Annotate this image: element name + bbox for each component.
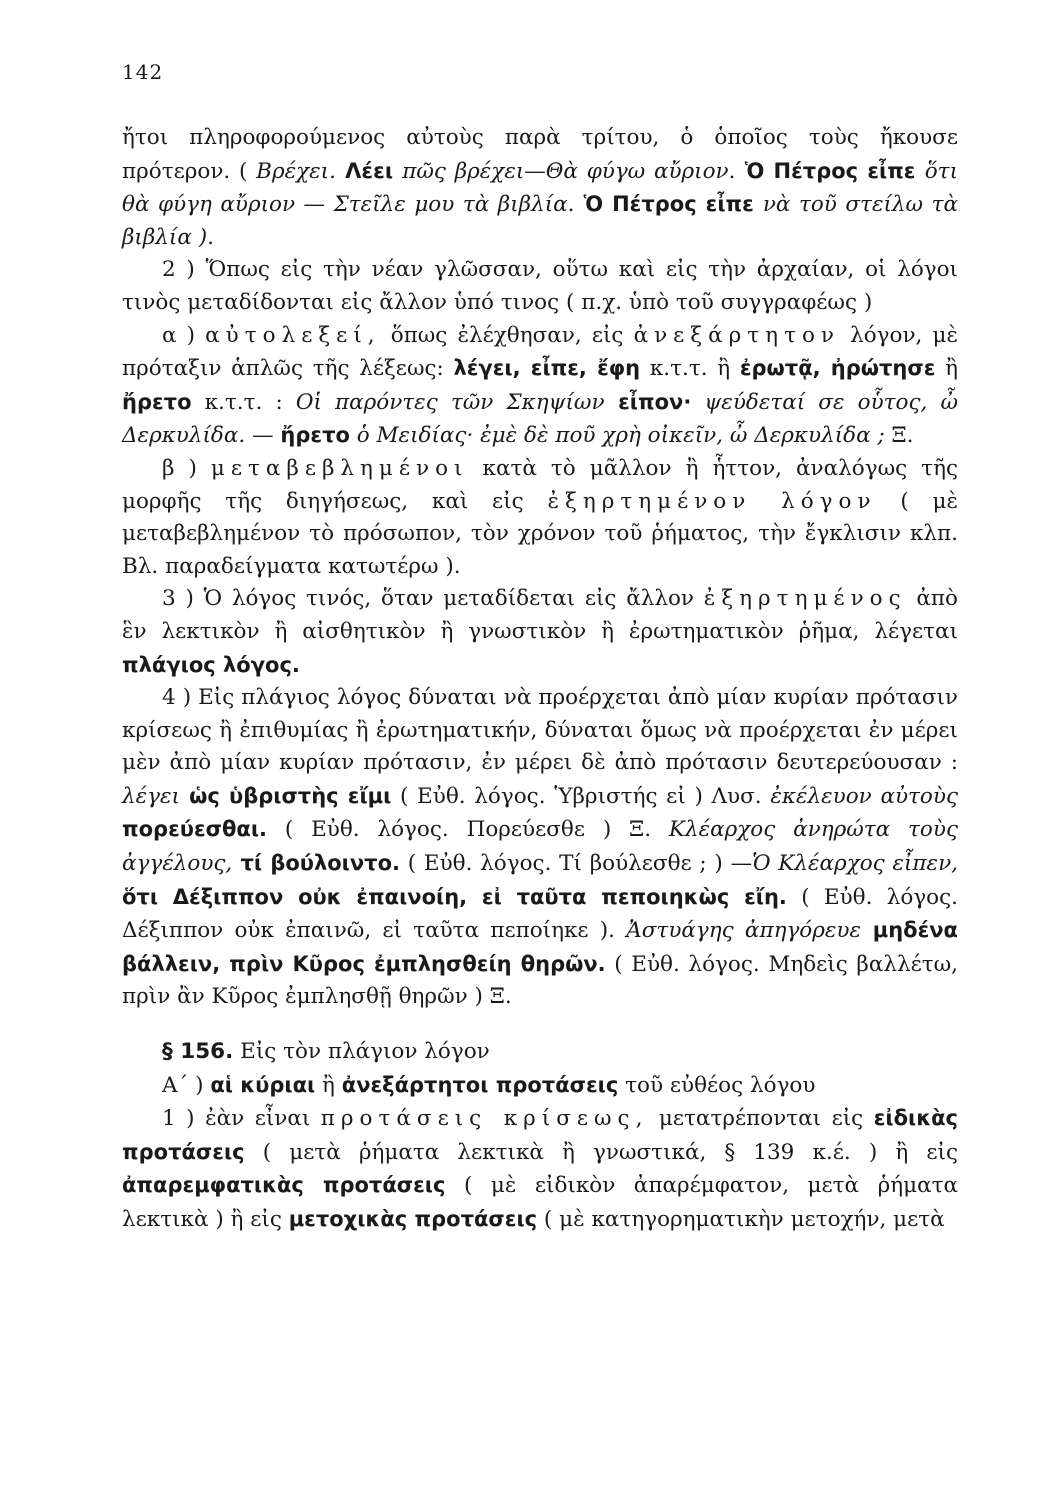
- section-title: Εἰς τὸν πλάγιον λόγον: [233, 1039, 490, 1065]
- bold-term: ἤρετο: [122, 389, 192, 414]
- paragraph-2b: [122, 453, 958, 583]
- text-run: ( Εὐθ. λόγος. Πορεύεσθε ) Ξ.: [267, 817, 669, 843]
- spaced-term: μεταβεβλημένοι: [210, 455, 469, 481]
- bold-term: μετοχικὰς προτάσεις: [288, 1207, 538, 1231]
- bold-term: εἶπον·: [604, 389, 692, 414]
- bold-term: ἀπαρεμφατικὰς προτάσεις: [122, 1173, 446, 1198]
- section-gap: [122, 1014, 958, 1036]
- bold-term: λέγει, εἶπε, ἔφη: [453, 356, 641, 381]
- example-italic: Ὁ Κλέαρχος εἶπεν,: [752, 851, 959, 877]
- paragraph-A: [122, 1069, 958, 1103]
- text-run: 4 ) Εἰς πλάγιος λόγος δύναται νὰ προέρχεται ἀπὸ μίαν κυρίαν πρότασιν κρίσεως ἢ ἐπιθυμίας ἢ ἐρωτηματικήν, δύναται ὅμως νὰ προέρχεται ἐν μέρει μὲν ἀπὸ μίαν κυρίαν πρότασιν, ἐν μέρει δὲ ἀπὸ πρότασιν δευτερεύουσαν :: [122, 685, 958, 776]
- example-italic: Κλέαρχος ἀνηρώτα τοὺς ἀγγέλους,: [122, 817, 958, 877]
- text-run: 2 ) Ὅπως εἰς τὴν νέαν γλῶσσαν, οὕτω καὶ εἰς τὴν ἀρχαίαν, οἱ λόγοι τινὸς μεταδίδονται εἰς ἄλλον ὑπό τινος ( π.χ. ὑπὸ τοῦ συγγραφέως ): [122, 257, 958, 315]
- spaced-term: προτάσεις κρίσεως,: [320, 1106, 649, 1132]
- example-italic: ὅτι θὰ φύγη αὔριον — Στεῖλε μου τὰ βιβλία.: [122, 158, 959, 218]
- text-run: ( Εὐθ. λόγος. Μηδεὶς βαλλέτω, πρὶν ἂν Κῦρος ἐμπλησθῇ θηρῶν ) Ξ.: [122, 951, 958, 1010]
- bold-term: πλάγιος λόγος.: [122, 652, 300, 677]
- spaced-term: αὐτολεξεί,: [205, 322, 381, 348]
- text-run: μετατρέπονται εἰς: [648, 1106, 874, 1132]
- text-run: κ.τ.τ. ἢ: [640, 356, 740, 382]
- spaced-term: ἐξηρτημένον λόγον: [547, 488, 877, 514]
- bold-term: εἰδικὰς προτάσεις: [122, 1106, 958, 1164]
- text-run: ὅπως ἐλέχθησαν, εἰς: [380, 322, 634, 348]
- bold-term: πορεύεσθαι.: [122, 817, 268, 842]
- text-run: ( μετὰ ῥήματα λεκτικὰ ἢ γνωστικά, § 139 κ.έ. ) ἢ εἰς: [244, 1139, 958, 1165]
- text-run: 1 ) ἐὰν εἶναι: [162, 1106, 321, 1132]
- bold-term: ἀνεξάρτητοι προτάσεις: [341, 1072, 619, 1097]
- text-run: ( Εὐθ. λόγος. Δέξιππον οὐκ ἐπαινῶ, εἰ ταῦτα πεποίηκε ).: [122, 884, 958, 944]
- bold-term: ἤρετο: [280, 423, 350, 448]
- body-text: [122, 122, 958, 1237]
- bold-term: Ὁ Πέτρος εἶπε: [574, 192, 763, 217]
- text-run: Α΄ ): [162, 1072, 211, 1098]
- text-run: ( Εὐθ. λόγος. Τί βούλεσθε ; ) —: [399, 851, 753, 877]
- text-run: —: [245, 423, 281, 449]
- example-italic: ἐκέλευον αὐτοὺς: [770, 783, 958, 809]
- bold-term: τί βούλοιντο.: [232, 851, 400, 876]
- bold-term: ἐρωτᾷ, ἠρώτησε: [739, 356, 936, 381]
- bold-term: μηδένα βάλλειν, πρὶν Κῦρος ἐμπλησθείη θηρῶν.: [122, 918, 958, 976]
- paragraph-intro: [122, 122, 958, 254]
- bold-term: Ὁ Πέτρος εἶπε: [735, 158, 925, 183]
- text-run: λόγον, μὲ πρόταξιν ἁπλῶς τῆς λέξεως:: [122, 322, 958, 382]
- text-run: ( μὲ μεταβεβλημένον τὸ πρόσωπον, τὸν χρόνον τοῦ ῥήματος, τὴν ἔγκλισιν κλπ. Βλ. παραδείγματα κατωτέρω ).: [122, 488, 959, 579]
- page-number: 142: [122, 60, 164, 84]
- section-heading: [122, 1036, 958, 1069]
- example-italic: Ἀστυάγης ἀπηγόρευε: [626, 918, 862, 944]
- text-run: τοῦ εὐθέος λόγου: [618, 1072, 816, 1098]
- example-italic: ψεύδεταί σε οὗτος, ὦ Δερκυλίδα.: [122, 389, 958, 449]
- text-run: ἤτοι πληροφορούμενος αὐτοὺς παρὰ τρίτου, ὁ ὁποῖος τοὺς ἤκουσε πρότερον. (: [122, 125, 958, 184]
- text-run: ἀπὸ ἓν λεκτικὸν ἢ αἰσθητικὸν ἢ γνωστικὸν ἢ ἐρωτηματικὸν ῥῆμα, λέγεται: [122, 586, 958, 644]
- section-number: § 156.: [162, 1039, 234, 1065]
- text-run: ἢ: [935, 356, 958, 382]
- paragraph-A1: [122, 1102, 958, 1236]
- spaced-term: ἐξηρτημένος: [703, 586, 907, 612]
- example-italic: Οἱ παρόντες τῶν Σκηψίων: [295, 389, 605, 415]
- text-run: β ): [162, 455, 211, 481]
- example-italic: νὰ τοῦ στείλω τὰ βιβλία ).: [122, 192, 959, 250]
- text-run: ἢ: [315, 1072, 342, 1098]
- example-italic: Βρέχει.: [256, 158, 336, 184]
- text-run: ( μὲ εἰδικὸν ἀπαρέμφατον, μετὰ ῥήματα λεκτικὰ ) ἢ εἰς: [122, 1173, 959, 1232]
- text-run: Ξ.: [884, 423, 914, 449]
- text-run: ( Εὐθ. λόγος. Ὑβριστής εἰ ) Λυσ.: [391, 783, 771, 809]
- bold-term: ὅτι Δέξιππον οὐκ ἐπαινοίη, εἰ ταῦτα πεποιηκὼς εἴη.: [122, 884, 787, 909]
- example-italic: λέγει: [122, 783, 180, 809]
- paragraph-2a: [122, 320, 958, 453]
- text-run: α ): [162, 322, 206, 348]
- bold-term: ὡς ὑβριστὴς εἴμι: [179, 783, 392, 808]
- paragraph-4: [122, 682, 958, 1014]
- text-run: 3 ) Ὁ λόγος τινός, ὅταν μεταδίδεται εἰς ἄλλον: [162, 586, 704, 612]
- paragraph-2: [122, 254, 958, 319]
- example-italic: ὁ Μειδίας· ἐμὲ δὲ ποῦ χρὴ οἰκεῖν, ὦ Δερκυλίδα ;: [349, 423, 885, 449]
- example-italic: πῶς βρέχει—Θὰ φύγω αὔριον.: [402, 158, 736, 184]
- text-run: ( μὲ κατηγορηματικὴν μετοχήν, μετὰ: [537, 1207, 945, 1232]
- text-run: κ.τ.τ. :: [191, 389, 296, 415]
- bold-term: Λέει: [335, 158, 403, 183]
- text-run: κατὰ τὸ μᾶλλον ἢ ἧττον, ἀναλόγως τῆς μορφῆς τῆς διηγήσεως, καὶ εἰς: [122, 455, 958, 514]
- bold-term: αἱ κύριαι: [210, 1072, 316, 1097]
- paragraph-3: [122, 583, 958, 682]
- spaced-term: ἀνεξάρτητον: [633, 322, 840, 348]
